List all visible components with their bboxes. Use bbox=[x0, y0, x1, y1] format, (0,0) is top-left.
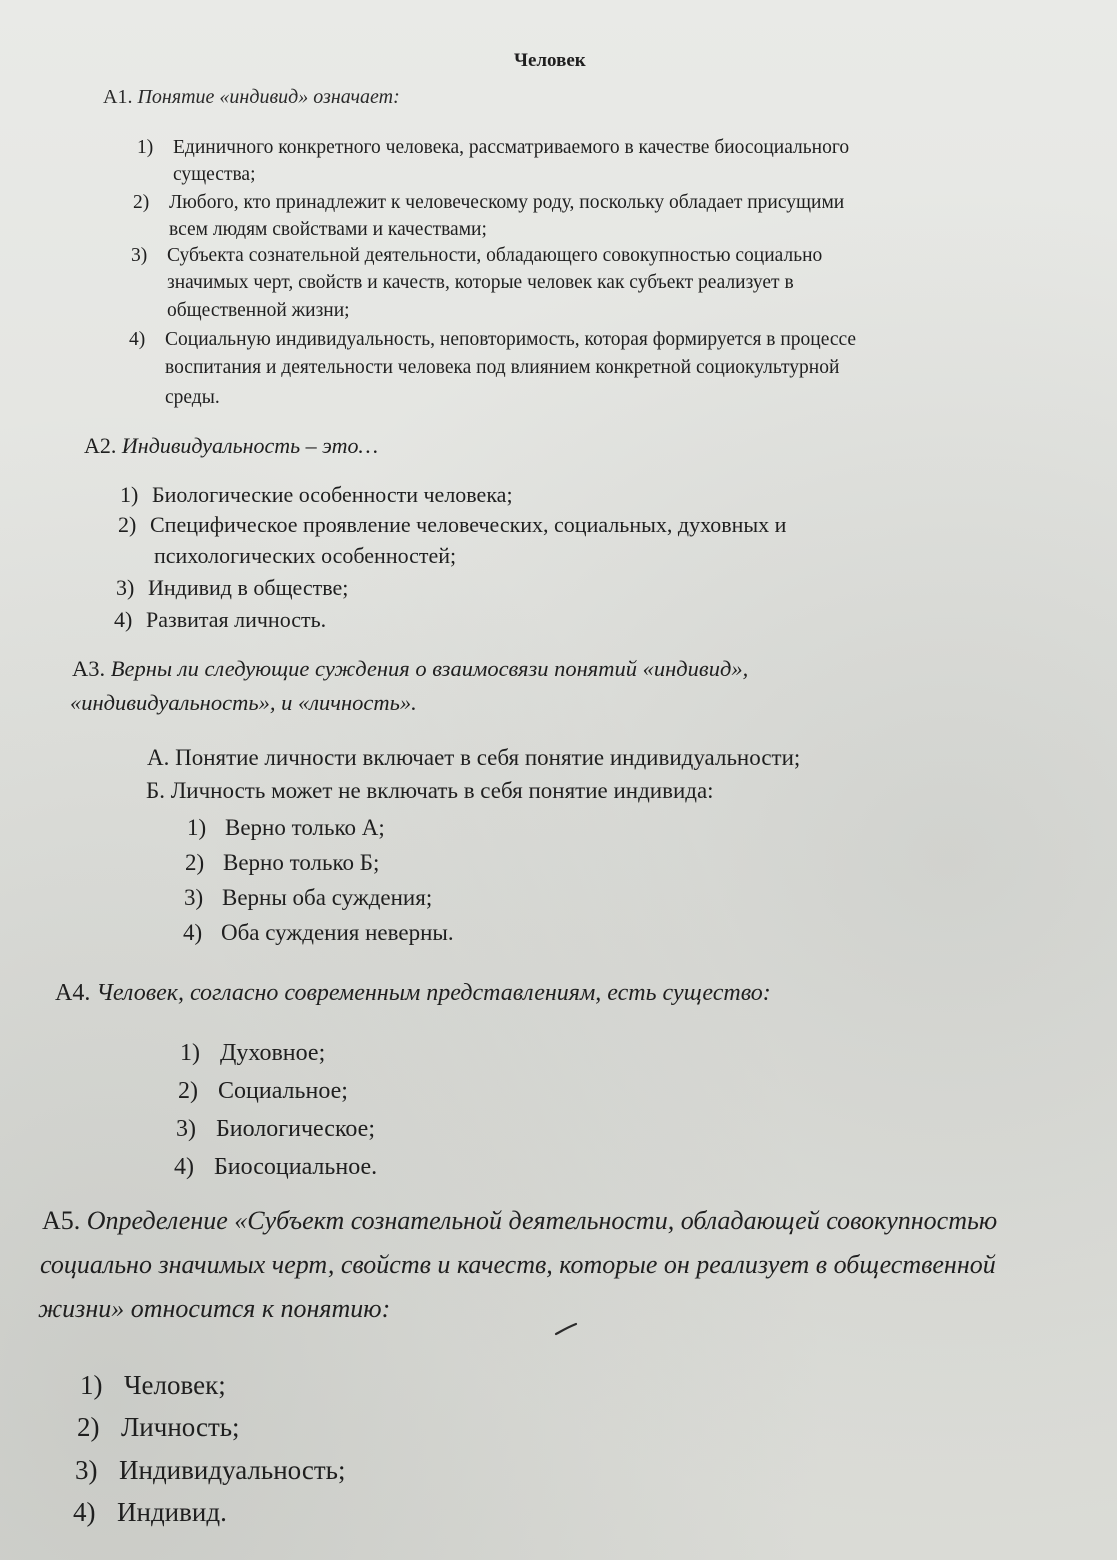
option-number: 3) bbox=[75, 1455, 98, 1485]
a4-option-4 bbox=[174, 1154, 377, 1181]
a3-option-1 bbox=[187, 815, 385, 841]
option-number: 3) bbox=[184, 885, 204, 910]
option-text-line: всем людям свойствами и качествами; bbox=[169, 219, 487, 240]
option-text: Биосоциальное. bbox=[214, 1154, 378, 1180]
question-text: Верны ли следующие суждения о взаимосвязи понятий «индивид», bbox=[110, 656, 749, 681]
a5-option-3 bbox=[75, 1455, 345, 1486]
option-number: 1) bbox=[187, 815, 207, 840]
question-text: «индивидуальность», и «личность». bbox=[70, 690, 417, 715]
question-text: Индивидуальность – это… bbox=[121, 433, 379, 458]
option-text: Духовное; bbox=[220, 1040, 326, 1066]
option-number: 4) bbox=[183, 920, 203, 945]
option-number: 1) bbox=[137, 137, 154, 158]
option-number: 2) bbox=[133, 192, 150, 213]
option-text-line: значимых черт, свойств и качеств, которые человек как субъект реализует в bbox=[167, 272, 794, 293]
option-number: 3) bbox=[116, 575, 135, 600]
question-a3-cont bbox=[70, 690, 417, 716]
option-text-line: среды. bbox=[165, 387, 220, 408]
option-text: Личность; bbox=[121, 1412, 240, 1442]
option-number: 2) bbox=[77, 1412, 100, 1442]
option-text-line: Любого, кто принадлежит к человеческому роду, поскольку обладает присущими bbox=[169, 192, 845, 213]
a2-option-2-cont bbox=[154, 543, 456, 569]
question-text: жизни» относится к понятию: bbox=[38, 1294, 391, 1323]
option-text-line: Развитая личность. bbox=[146, 607, 327, 632]
question-a4 bbox=[55, 980, 771, 1007]
question-number: А3. bbox=[72, 656, 106, 681]
option-text-line: существа; bbox=[173, 164, 256, 185]
question-text: Человек, согласно современным представлениям, есть существо: bbox=[96, 980, 771, 1006]
a4-option-2 bbox=[178, 1078, 348, 1105]
question-text: Понятие «индивид» означает: bbox=[137, 86, 400, 108]
option-text-line: Индивид в обществе; bbox=[148, 575, 349, 600]
question-number: А1. bbox=[103, 86, 133, 108]
option-number: 4) bbox=[114, 607, 133, 632]
a4-option-3 bbox=[176, 1116, 375, 1143]
a2-option-3 bbox=[116, 575, 348, 601]
question-a3 bbox=[72, 656, 748, 682]
question-a5-cont bbox=[38, 1294, 390, 1324]
option-text-line: Биологические особенности человека; bbox=[152, 482, 513, 507]
a4-option-1 bbox=[180, 1040, 325, 1067]
pen-mark-icon bbox=[554, 1322, 580, 1336]
question-text: социально значимых черт, свойств и качеств, которые он реализует в общественной bbox=[40, 1250, 996, 1279]
statement-b: Б. Личность может не включать в себя понятие индивида: bbox=[146, 778, 714, 803]
option-number: 1) bbox=[120, 482, 139, 507]
question-a2 bbox=[84, 433, 378, 459]
a5-option-2 bbox=[77, 1412, 240, 1443]
option-text: Верно только А; bbox=[225, 815, 385, 840]
question-text: Определение «Субъект сознательной деятельности, обладающей совокупностью bbox=[86, 1206, 998, 1235]
a2-option-1 bbox=[120, 482, 513, 508]
a3-option-4 bbox=[183, 920, 454, 946]
option-text-line: общественной жизни; bbox=[167, 300, 350, 321]
a2-option-4 bbox=[114, 607, 326, 633]
option-number: 1) bbox=[180, 1040, 200, 1066]
a2-option-2 bbox=[118, 512, 786, 538]
question-number: А5. bbox=[42, 1206, 81, 1235]
option-text-line: психологических особенностей; bbox=[154, 543, 457, 568]
question-number: А4. bbox=[55, 980, 91, 1006]
a5-option-1 bbox=[80, 1370, 226, 1401]
option-text: Человек; bbox=[124, 1370, 226, 1400]
question-a1 bbox=[103, 86, 400, 109]
page-title: Человек bbox=[514, 50, 586, 71]
option-number: 4) bbox=[73, 1497, 96, 1527]
option-text-line: воспитания и деятельности человека под влиянием конкретной социокультурной bbox=[165, 357, 840, 378]
option-text: Верны оба суждения; bbox=[222, 885, 433, 910]
a3-option-3 bbox=[184, 885, 432, 911]
option-text-line: Социальную индивидуальность, неповторимость, которая формируется в процессе bbox=[165, 329, 857, 350]
option-text: Оба суждения неверны. bbox=[221, 920, 454, 945]
option-number: 3) bbox=[131, 245, 148, 266]
option-number: 1) bbox=[80, 1370, 103, 1400]
option-text: Индивид. bbox=[117, 1497, 227, 1527]
option-text: Биологическое; bbox=[216, 1116, 375, 1142]
option-text-line: Специфическое проявление человеческих, социальных, духовных и bbox=[150, 512, 787, 537]
option-text: Верно только Б; bbox=[223, 850, 380, 875]
a5-option-4 bbox=[73, 1497, 227, 1528]
question-a5-cont bbox=[40, 1250, 996, 1280]
option-text: Индивидуальность; bbox=[119, 1455, 346, 1485]
option-number: 4) bbox=[174, 1154, 194, 1180]
option-number: 4) bbox=[129, 329, 146, 350]
question-number: А2. bbox=[84, 433, 117, 458]
option-number: 2) bbox=[178, 1078, 198, 1104]
a3-option-2 bbox=[185, 850, 379, 876]
question-a5 bbox=[42, 1206, 997, 1236]
option-number: 3) bbox=[176, 1116, 196, 1142]
option-text-line: Единичного конкретного человека, рассматриваемого в качестве биосоциального bbox=[173, 137, 850, 158]
option-text: Социальное; bbox=[218, 1078, 348, 1104]
option-number: 2) bbox=[185, 850, 205, 875]
statement-a: А. Понятие личности включает в себя понятие индивидуальности; bbox=[147, 745, 801, 770]
option-text-line: Субъекта сознательной деятельности, обладающего совокупностью социально bbox=[167, 245, 823, 266]
option-number: 2) bbox=[118, 512, 137, 537]
